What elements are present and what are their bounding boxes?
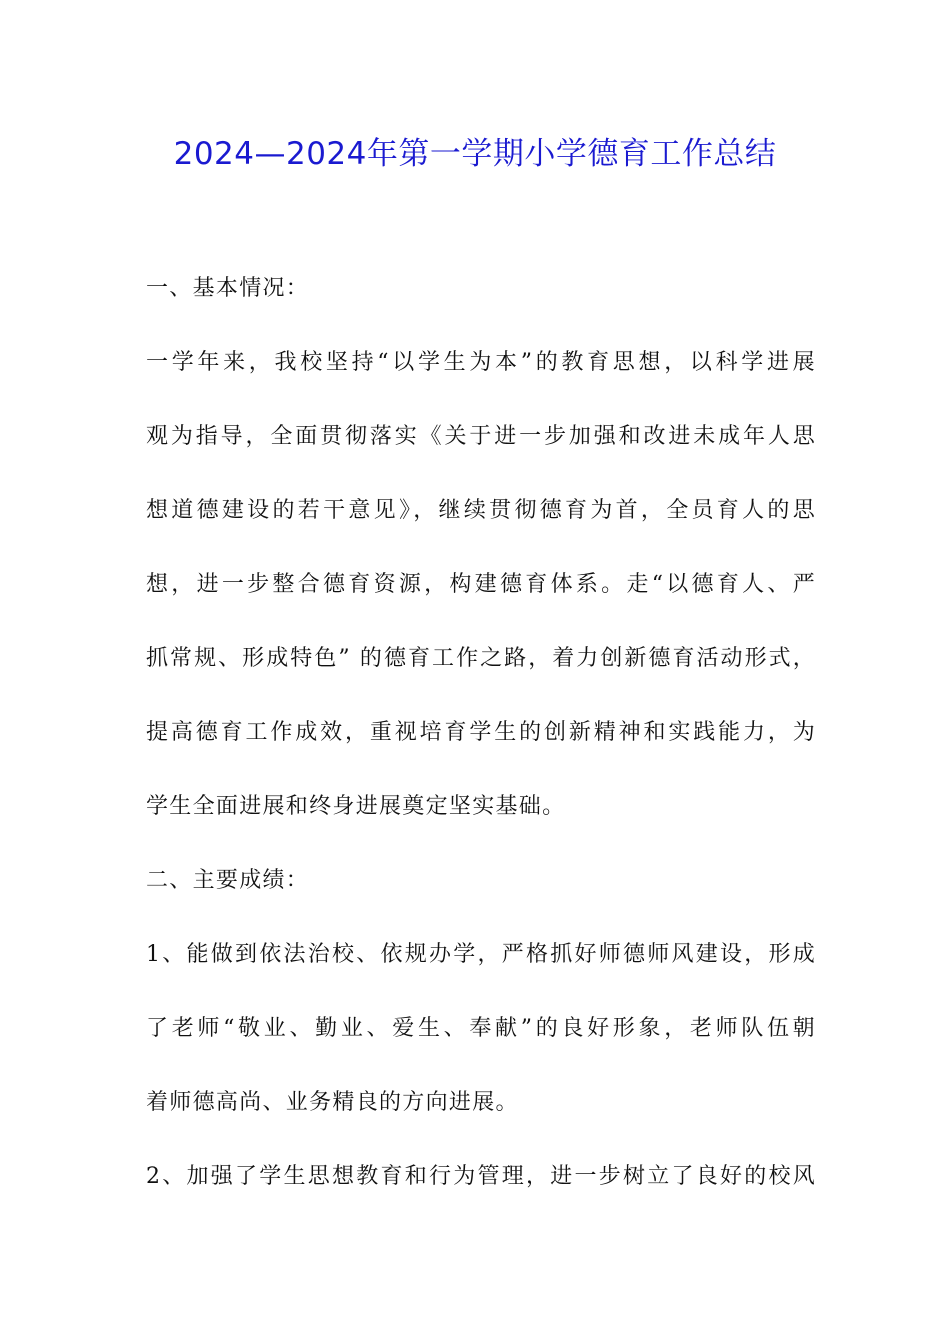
paragraph-line: 了老师“敬业、勤业、爱生、奉献”的良好形象，老师队伍朝 [146,1016,816,1041]
paragraph-line: 一学年来，我校坚持“以学生为本”的教育思想，以科学进展 [146,350,816,375]
paragraph-line: 观为指导，全面贯彻落实《关于进一步加强和改进未成年人思 [146,424,816,449]
document-body [146,266,816,1228]
document-title: 2024—2024年第一学期小学德育工作总结 [173,136,777,172]
paragraph-line: 抓常规、形成特色” 的德育工作之路，着力创新德育活动形式， [146,646,816,671]
paragraph-line: 学生全面进展和终身进展奠定坚实基础。 [146,794,566,819]
paragraph-line: 2、加强了学生思想教育和行为管理，进一步树立了良好的校风 [146,1164,816,1189]
paragraph-line: 提高德育工作成效，重视培育学生的创新精神和实践能力，为 [146,720,816,745]
section-heading-basic: 一、基本情况： [146,276,310,301]
paragraph-line: 着师德高尚、业务精良的方向进展。 [146,1090,519,1115]
section-heading-achievements: 二、主要成绩： [146,868,310,893]
paragraph-line: 1、能做到依法治校、依规办学，严格抓好师德师风建设，形成 [146,942,816,967]
paragraph-line: 想，进一步整合德育资源，构建德育体系。走“以德育人、严 [146,572,816,597]
paragraph-line: 想道德建设的若干意见》，继续贯彻德育为首，全员育人的思 [146,498,816,523]
